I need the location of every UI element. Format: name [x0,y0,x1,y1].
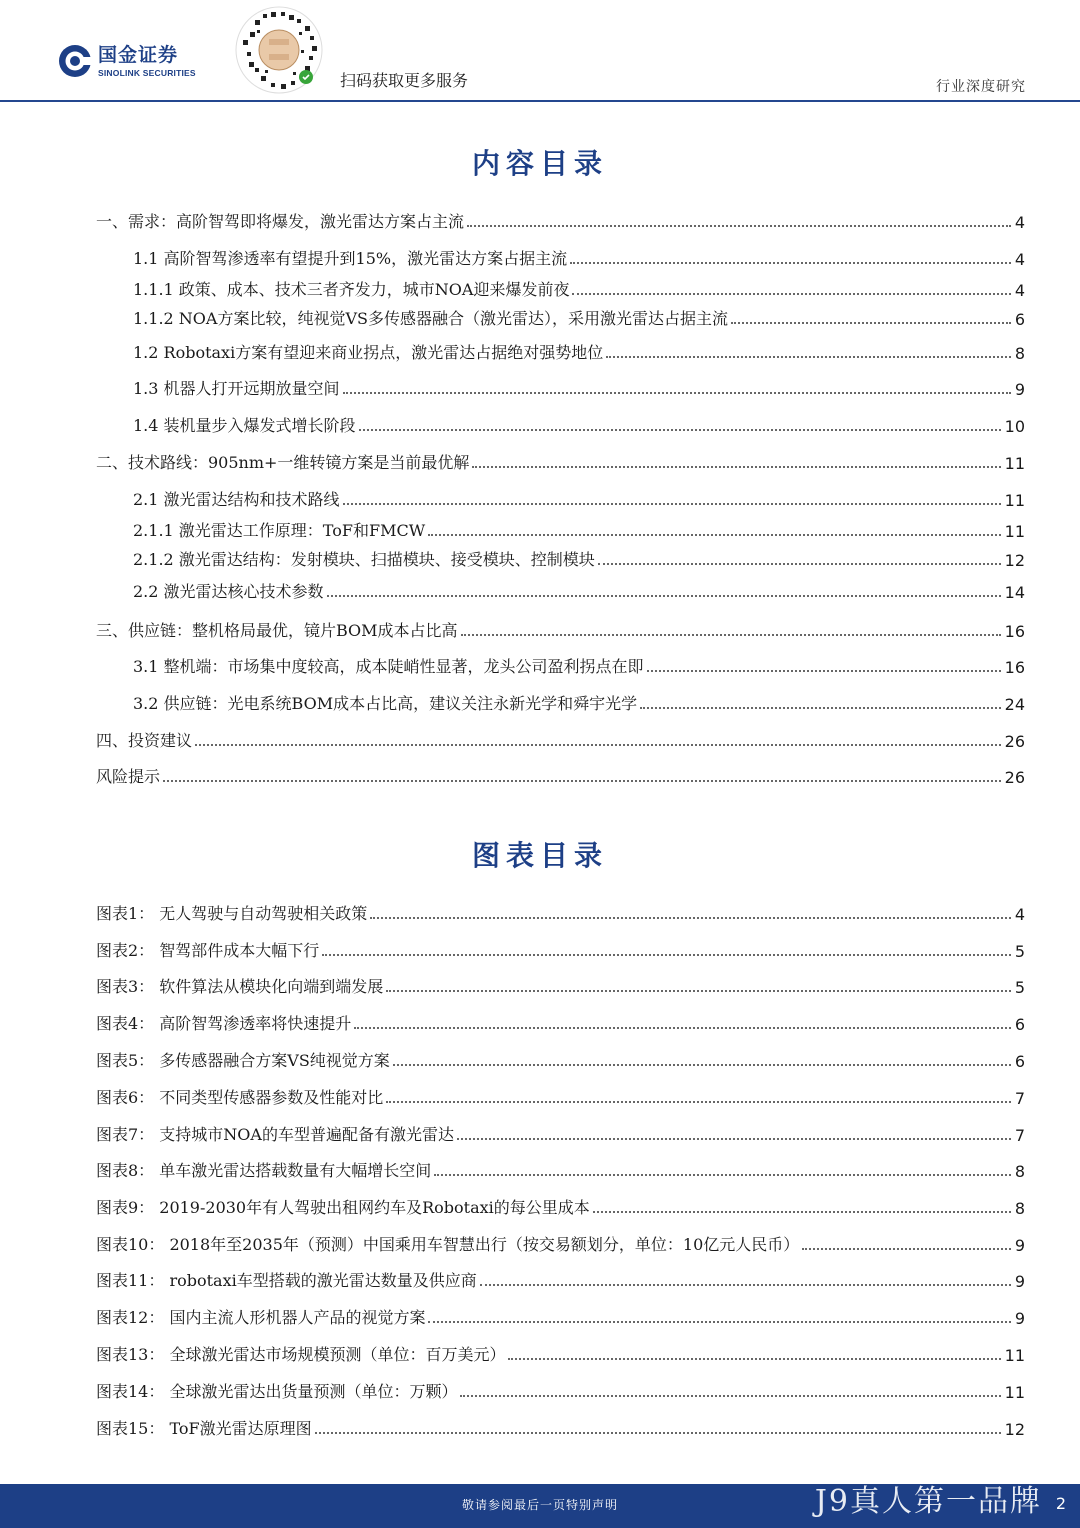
figure-entry-label: 图表8： 单车激光雷达搭载数量有大幅增长空间 [96,1161,432,1180]
figure-entry-label: 图表12： 国内主流人形机器人产品的视觉方案 [96,1308,426,1327]
scan-for-service-text: 扫码获取更多服务 [340,71,469,90]
figure-entry-label: 图表13： 全球激光雷达市场规模预测（单位：百万美元） [96,1345,506,1364]
qr-code-icon[interactable] [235,6,323,94]
toc-entry[interactable] [133,546,1025,570]
toc-entry-page: 11 [1004,491,1025,510]
toc-entry[interactable] [133,578,1025,602]
toc-entry[interactable] [133,276,1025,300]
figure-entry-page: 5 [1014,942,1025,961]
figure-entry-label: 图表11： robotaxi车型搭载的激光雷达数量及供应商 [96,1271,477,1290]
logo-chinese-name: 国金证券 [98,43,179,66]
toc-leader-dots [480,1284,1011,1286]
figure-entry[interactable] [96,1047,1025,1071]
toc-entry-page: 4 [1014,213,1025,232]
figure-entry-page: 9 [1014,1272,1025,1291]
toc-leader-dots [322,954,1011,956]
figure-entry[interactable] [96,973,1025,997]
toc-entry-label: 1.4 装机量步入爆发式增长阶段 [133,416,356,435]
toc-leader-dots [195,744,1001,746]
figure-entry-page: 4 [1014,905,1025,924]
figure-entry-label: 图表1： 无人驾驶与自动驾驶相关政策 [96,904,368,923]
toc-leader-dots [598,563,1001,565]
toc-leader-dots [472,466,1000,468]
toc-entry[interactable] [133,690,1025,714]
toc-entry-page: 26 [1004,768,1025,787]
figure-entry[interactable] [96,1194,1025,1218]
figure-entry-label: 图表10： 2018年至2035年（预测）中国乘用车智慧出行（按交易额划分，单位：10亿元人民币） [96,1235,800,1254]
toc-leader-dots [467,225,1011,227]
toc-entry-page: 4 [1014,281,1025,300]
toc-leader-dots [327,595,1001,597]
figure-entry-label: 图表2： 智驾部件成本大幅下行 [96,941,320,960]
figure-entry-page: 7 [1014,1089,1025,1108]
toc-entry-label: 1.3 机器人打开远期放量空间 [133,379,340,398]
toc-entry-page: 26 [1004,732,1025,751]
toc-leader-dots [647,670,1001,672]
toc-entry-label: 风险提示 [96,767,161,786]
page-header [0,0,1080,104]
figure-entry[interactable] [96,1157,1025,1181]
figure-entry[interactable] [96,1231,1025,1255]
figure-entry[interactable] [96,1010,1025,1034]
figure-entry-page: 6 [1014,1052,1025,1071]
toc-leader-dots [570,262,1011,264]
toc-leader-dots [428,534,1001,536]
figure-entry-page: 9 [1014,1309,1025,1328]
figure-entry-label: 图表9： 2019-2030年有人驾驶出租网约车及Robotaxi的每公里成本 [96,1198,590,1217]
toc-leader-dots [434,1174,1011,1176]
footer-disclaimer: 敬请参阅最后一页特别声明 [461,1498,618,1512]
toc-entry-label: 2.2 激光雷达核心技术参数 [133,582,324,601]
toc-entry-label: 1.2 Robotaxi方案有望迎来商业拐点，激光雷达占据绝对强势地位 [133,343,604,362]
figure-entry-page: 7 [1014,1126,1025,1145]
figure-entry-label: 图表5： 多传感器融合方案VS纯视觉方案 [96,1051,390,1070]
toc-entry-label: 1.1.2 NOA方案比较，纯视觉VS多传感器融合（激光雷达），采用激光雷达占据主流 [133,309,728,328]
figure-entry-page: 8 [1014,1162,1025,1181]
toc-entry-page: 16 [1004,622,1025,641]
figure-entry-label: 图表4： 高阶智驾渗透率将快速提升 [96,1014,352,1033]
watermark-text: J9真人第一品牌 [814,1484,1042,1519]
toc-leader-dots [343,392,1011,394]
toc-entry[interactable] [133,412,1025,436]
toc-entry-page: 24 [1004,695,1025,714]
figure-entry-label: 图表15： ToF激光雷达原理图 [96,1419,312,1438]
toc-entry-label: 2.1.1 激光雷达工作原理：ToF和FMCW [133,521,426,540]
toc-leader-dots [370,917,1011,919]
figure-entry[interactable] [96,1304,1025,1328]
toc-leader-dots [343,503,1001,505]
toc-leader-dots [354,1027,1011,1029]
figure-entry-label: 图表6： 不同类型传感器参数及性能对比 [96,1088,384,1107]
figure-entry-page: 11 [1004,1383,1025,1402]
toc-entry-page: 8 [1014,344,1025,363]
toc-entry[interactable] [133,339,1025,363]
figure-entry-page: 6 [1014,1015,1025,1034]
toc-leader-dots [802,1248,1011,1250]
figure-entry-label: 图表7： 支持城市NOA的车型普遍配备有激光雷达 [96,1125,454,1144]
figure-entry-page: 8 [1014,1199,1025,1218]
figure-entry[interactable] [96,1415,1025,1439]
figure-entry-page: 5 [1014,978,1025,997]
toc-entry-label: 1.1 高阶智驾渗透率有望提升到15%，激光雷达方案占据主流 [133,249,568,268]
toc-entry-page: 4 [1014,250,1025,269]
toc-leader-dots [731,322,1011,324]
toc-leader-dots [315,1432,1001,1434]
figure-entry[interactable] [96,1267,1025,1291]
logo-english-name: SINOLINK SECURITIES [98,67,196,78]
figures-title: 图表目录 [471,839,608,872]
toc-entry-page: 12 [1004,551,1025,570]
figure-entry[interactable] [96,937,1025,961]
toc-entry[interactable] [133,245,1025,269]
figure-entry-page: 12 [1004,1420,1025,1439]
toc-entry[interactable] [96,763,1025,787]
toc-leader-dots [460,1395,1000,1397]
toc-leader-dots [508,1358,1000,1360]
toc-entry-page: 10 [1004,417,1025,436]
toc-entry-label: 二、技术路线：905nm+一维转镜方案是当前最优解 [96,453,470,472]
toc-leader-dots [428,1321,1010,1323]
figure-entry[interactable] [96,1341,1025,1365]
toc-entry-label: 2.1.2 激光雷达结构：发射模块、扫描模块、接受模块、控制模块 [133,550,595,569]
document-type-label: 行业深度研究 [936,79,1026,95]
toc-entry-page: 14 [1004,583,1025,602]
toc-leader-dots [640,707,1001,709]
toc-entry-label: 3.2 供应链：光电系统BOM成本占比高，建议关注永新光学和舜宇光学 [133,694,638,713]
toc-entry-page: 16 [1004,658,1025,677]
figure-entry-label: 图表14： 全球激光雷达出货量预测（单位：万颗） [96,1382,458,1401]
toc-leader-dots [386,1101,1011,1103]
toc-entry[interactable] [133,375,1025,399]
figure-entry-page: 9 [1014,1236,1025,1255]
toc-entry[interactable] [96,727,1025,751]
toc-leader-dots [393,1064,1011,1066]
logo-mark-icon [58,44,92,78]
toc-entry-label: 四、投资建议 [96,731,193,750]
toc-leader-dots [457,1138,1011,1140]
toc-entry[interactable] [133,517,1025,541]
toc-entry-page: 6 [1014,310,1025,329]
toc-leader-dots [359,429,1001,431]
toc-leader-dots [163,780,1001,782]
toc-entry[interactable] [133,486,1025,510]
toc-leader-dots [593,1211,1011,1213]
toc-entry-label: 一、需求：高阶智驾即将爆发，激光雷达方案占主流 [96,212,465,231]
figure-entry[interactable] [96,1378,1025,1402]
toc-entry-label: 2.1 激光雷达结构和技术路线 [133,490,340,509]
toc-leader-dots [572,293,1010,295]
page-number: 2 [1055,1494,1066,1513]
toc-entry-page: 11 [1004,522,1025,541]
company-logo [58,44,196,78]
toc-entry[interactable] [96,208,1025,232]
contents-title: 内容目录 [471,147,608,180]
toc-leader-dots [386,990,1011,992]
toc-entry-label: 三、供应链：整机格局最优，镜片BOM成本占比高 [96,621,458,640]
toc-leader-dots [461,634,1001,636]
figure-entry-page: 11 [1004,1346,1025,1365]
toc-entry[interactable] [96,449,1025,473]
toc-entry[interactable] [133,305,1025,329]
figure-entry[interactable] [96,900,1025,924]
toc-entry[interactable] [96,617,1025,641]
toc-entry-label: 3.1 整机端：市场集中度较高，成本陡峭性显著，龙头公司盈利拐点在即 [133,657,644,676]
header-divider [0,100,1080,102]
figure-entry[interactable] [96,1084,1025,1108]
figure-entry[interactable] [96,1121,1025,1145]
toc-entry-page: 9 [1014,380,1025,399]
toc-leader-dots [606,356,1011,358]
toc-entry-label: 1.1.1 政策、成本、技术三者齐发力，城市NOA迎来爆发前夜 [133,280,570,299]
toc-entry[interactable] [133,653,1025,677]
figure-entry-label: 图表3： 软件算法从模块化向端到端发展 [96,977,384,996]
toc-entry-page: 11 [1004,454,1025,473]
